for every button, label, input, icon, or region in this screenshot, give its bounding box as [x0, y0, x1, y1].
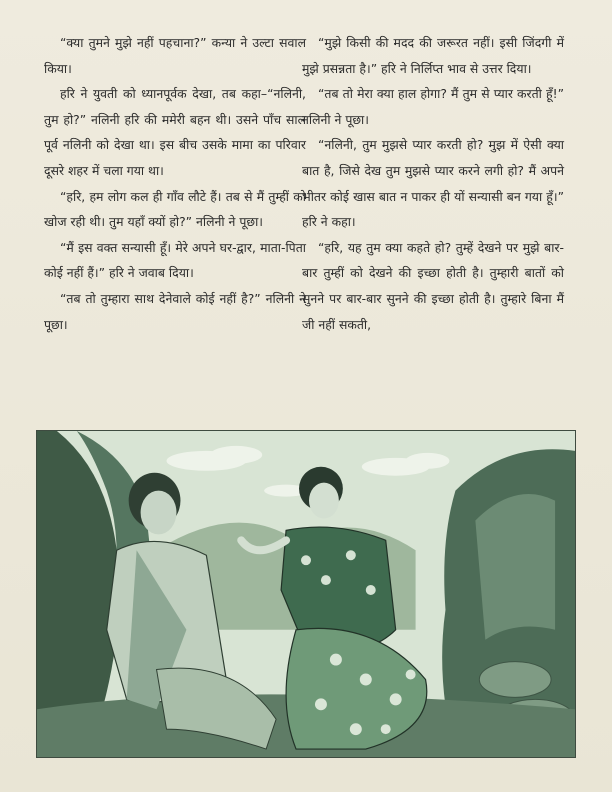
right-rock-face	[475, 494, 555, 640]
story-illustration	[36, 430, 576, 758]
paragraph: “तब तो मेरा क्या हाल होगा? मैं तुम से प्यार करती हूँ!” नलिनी ने पूछा।	[302, 86, 564, 127]
illustration-svg	[37, 431, 575, 757]
left-text-column	[44, 30, 306, 337]
paragraph: “मुझे किसी की मदद की जरूरत नहीं। इसी जिंदगी में मुझे प्रसन्नता है।” हरि ने निर्लिप्त भाव से उत्तर दिया।	[302, 35, 564, 76]
paragraph: “नलिनी, तुम मुझसे प्यार करती हो? मुझ में ऐसी क्या बात है, जिसे देख तुम मुझसे प्यार करने लगी हो? मैं अपने भीतर कोई खास बात न पाकर ही यों सन्यासी बन गया हूँ।” हरि ने कहा।	[302, 137, 564, 230]
paragraph: “हरि, हम लोग कल ही गाँव लौटे हैं। तब से मैं तुम्हीं को खोज रही थी। तुम यहाँ क्यों हो?” नलिनी ने पूछा।	[44, 188, 306, 230]
paragraph: “क्या तुमने मुझे नहीं पहचाना?” कन्या ने उल्टा सवाल किया।	[44, 35, 306, 76]
paragraph: “तब तो तुम्हारा साथ देनेवाले कोई नहीं है?” नलिनी ने पूछा।	[44, 290, 306, 332]
paragraph: “हरि, यह तुम क्या कहते हो? तुम्हें देखने पर मुझे बार-बार तुम्हीं को देखने की इच्छा होती है। तुम्हारी बातों को सुनने पर बार-बार सुनने की इच्छा होती है। तुम्हारे बिना मैं जी नहीं सकती,	[302, 239, 564, 332]
paragraph: हरि ने युवती को ध्यानपूर्वक देखा, तब कहा–“नलिनी, तुम हो?” नलिनी हरि की ममेरी बहन थी। उसने पाँच साल पूर्व नलिनी को देखा था। इस बीच उसके मामा का परिवार दूसरे शहर में चला गया था।	[44, 86, 306, 178]
right-text-column	[302, 30, 564, 337]
paragraph: “मैं इस वक्त सन्यासी हूँ। मेरे अपने घर-द्वार, माता-पिता कोई नहीं हैं।” हरि ने जवाब दिया।	[44, 239, 306, 281]
